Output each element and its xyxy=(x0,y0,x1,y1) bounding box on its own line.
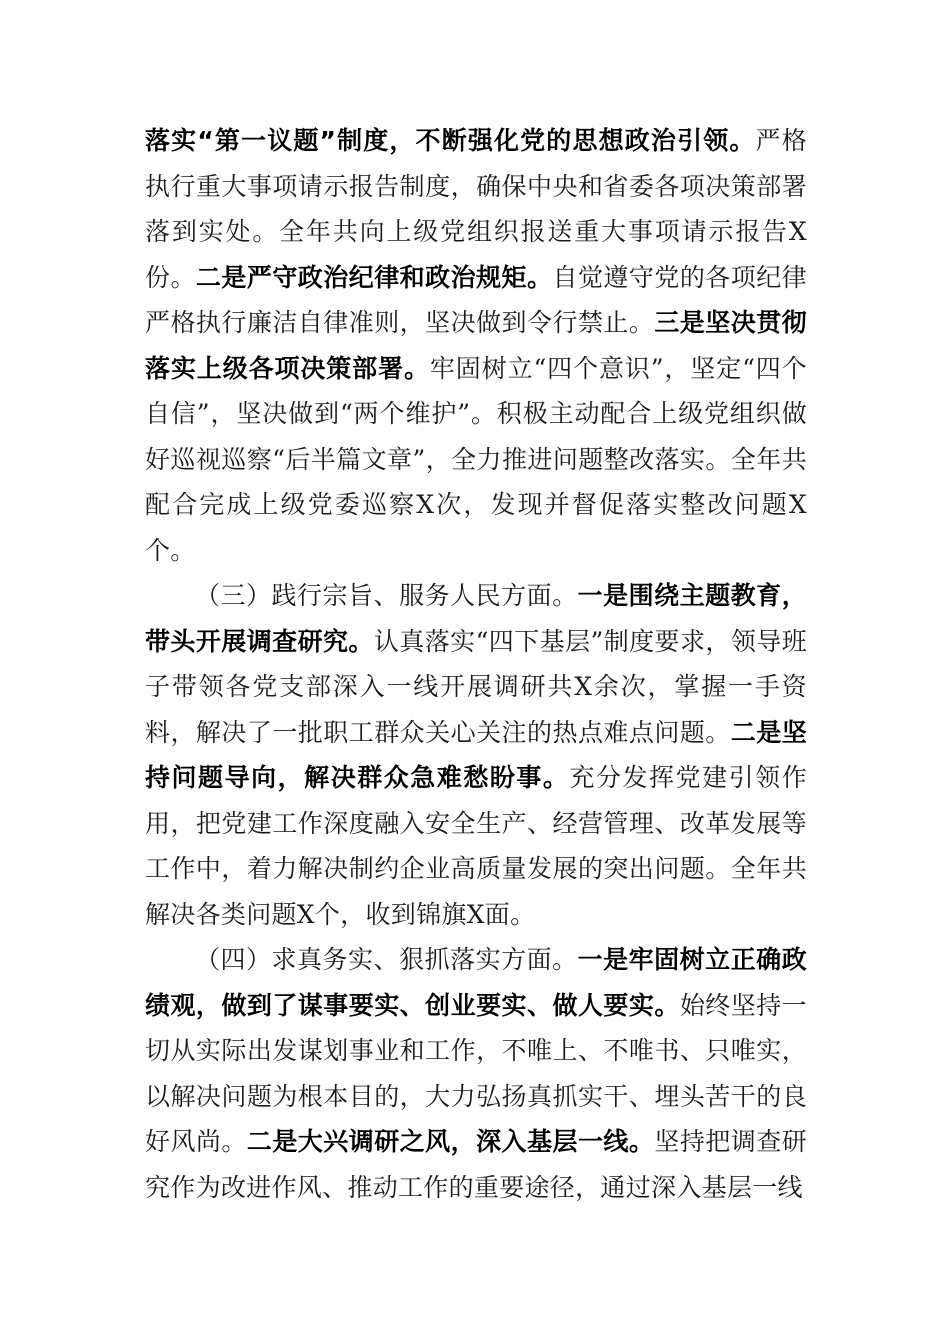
text-run: 三是坚决贯彻落实上级各项决策部署。 xyxy=(145,308,807,383)
text-run: 二是大兴调研之风，深入基层一线。 xyxy=(246,1127,655,1156)
text-run: 二是严守政治纪律和政治规矩。 xyxy=(195,262,553,292)
text-run: 牢固树立“四个意识”，坚定“四个自信”，坚决做到“两个维护”。积极主动配合上级党组织做好巡视巡察“后半篇文章”，全力推进问题整改落实。全年共配合完成上级党委巡察X次，发现并督促落实整改问题X个。 xyxy=(145,353,807,565)
text-run: 落实“第一议题”制度，不断强化党的思想政治引领。 xyxy=(145,126,756,155)
text-run: 二是坚持问题导向，解决群众急难愁盼事。 xyxy=(145,717,808,792)
text-run: 始终坚持一切从实际出发谋划事业和工作，不唯上、不唯书、只唯实，以解决问题为根本目的，大力弘扬真抓实干、埋头苦干的良好风尚。 xyxy=(145,990,807,1156)
text-run: 严格执行重大事项请示报告制度，确保中央和省委各项决策部署落到实处。全年共向上级党组织报送重大事项请示报告X份。 xyxy=(145,126,807,292)
paragraph-seek-truth xyxy=(145,937,807,1210)
text-run: 一是牢固树立正确政绩观，做到了谋事要实、创业要实、做人要实。 xyxy=(145,945,807,1020)
paragraph-serve-people xyxy=(145,573,807,937)
text-run: 坚持把调查研究作为改进作风、推动工作的重要途径，通过深入基层一线 xyxy=(145,1127,807,1202)
text-run: 认真落实“四下基层”制度要求，领导班子带领各党支部深入一线开展调研共X余次，掌握一手资料，解决了一批职工群众关心关注的热点难点问题。 xyxy=(145,626,807,747)
section-heading: （四）求真务实、狠抓落实方面。 xyxy=(195,945,578,974)
text-run: 充分发挥党建引领作用，把党建工作深度融入安全生产、经营管理、改革发展等工作中，着力解决制约企业高质量发展的突出问题。全年共解决各类问题X个，收到锦旗X面。 xyxy=(145,763,807,929)
paragraph-political-discipline xyxy=(145,118,807,573)
text-run: 自觉遵守党的各项纪律严格执行廉洁自律准则，坚决做到令行禁止。 xyxy=(145,262,807,337)
text-run: 一是围绕主题教育，带头开展调查研究。 xyxy=(145,581,807,656)
document-page xyxy=(145,118,807,1210)
section-heading: （三）践行宗旨、服务人民方面。 xyxy=(195,581,578,610)
